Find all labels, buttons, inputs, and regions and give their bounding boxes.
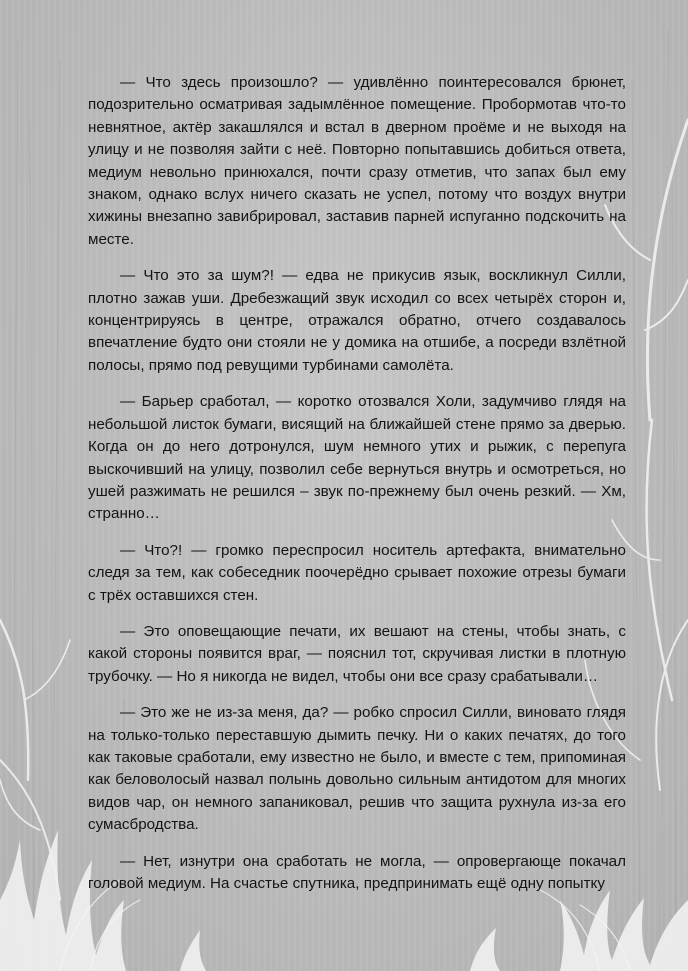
paragraph: — Что это за шум?! — едва не прикусив язык, воскликнул Силли, плотно зажав уши. Дребезжащий звук исходил со всех четырёх сторон и, концентрируясь в центре, отражался обратно, отчего создавалось впечатление будто они стояли не у домика на отшибе, а посреди взлётной полосы, прямо под ревущими турбинами самолёта. [88, 267, 626, 374]
paragraph: — Барьер сработал, — коротко отозвался Холи, задумчиво глядя на небольшой листок бумаги, висящий на ближайшей стене прямо за дверью. Когда он до него дотронулся, шум немного утих и рыжик, с перепуга выскочивший на улицу, позволил себе вернуться внутрь и осмотреться, но ушей разжимать не решился – звук по-прежнему был очень резкий. — Хм, странно… [88, 393, 626, 523]
paragraph: — Что?! — громко переспросил носитель артефакта, внимательно следя за тем, как собеседник поочерёдно срывает похожие отрезы бумаги с трёх оставшихся стен. [88, 541, 626, 604]
paragraph: — Это же не из-за меня, да? — робко спросил Силли, виновато глядя на только-только переставшую дымить печку. Ни о каких печатях, до того как таковые сработали, ему известно не было, и вместе с тем, припоминая как беловолосый назвал полынь довольно сильным антидотом для многих видов чар, он немного запаниковал, решив что защита рухнула из-за его сумасбродства. [88, 704, 626, 834]
paragraph: — Это оповещающие печати, их вешают на стены, чтобы знать, с какой стороны появится враг, — пояснил тот, скручивая листки в плотную трубочку. — Но я никогда не видел, чтобы они все сразу срабатывали… [88, 622, 626, 685]
paragraph: — Нет, изнутри она сработать не могла, — опровергающе покачал головой медиум. На счастье спутника, предпринимать ещё одну попытку [88, 852, 626, 892]
paragraph: — Что здесь произошло? — удивлённо поинтересовался брюнет, подозрительно осматривая задымлённое помещение. Пробормотав что-то невнятное, актёр закашлялся и встал в дверном проёме и не выходя на улицу и не позволяя зайти с неё. Повторно попытавшись добиться ответа, медиум невольно принюхался, почти сразу отметив, что запах был ему знаком, однако вслух ничего сказать не успел, потому что воздух внутри хижины внезапно завибрировал, заставив парней испуганно подскочить на месте. [88, 74, 626, 248]
story-text [88, 72, 626, 909]
